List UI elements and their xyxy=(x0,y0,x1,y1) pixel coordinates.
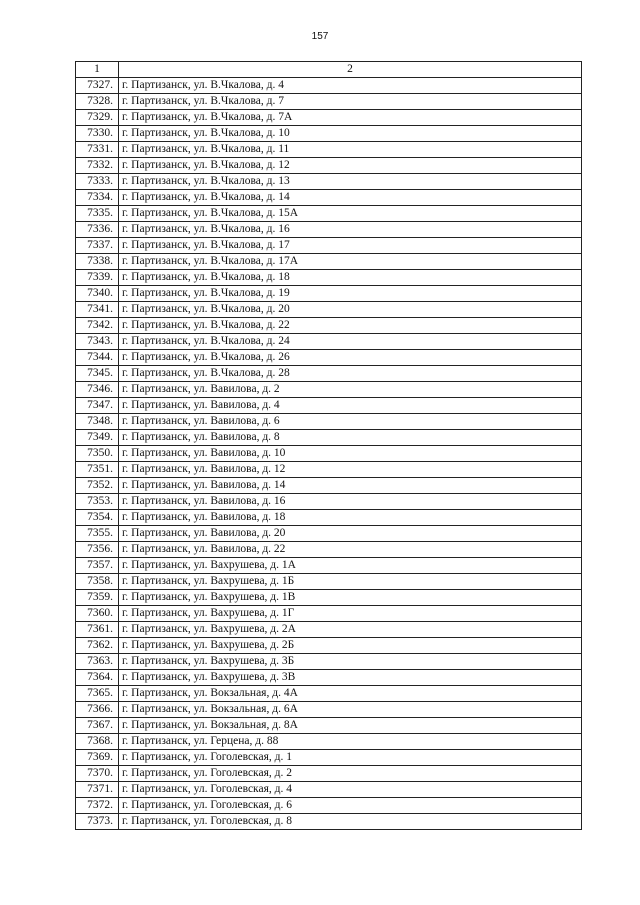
row-number: 7353. xyxy=(76,494,119,510)
row-address: г. Партизанск, ул. Вавилова, д. 14 xyxy=(119,478,582,494)
row-number: 7340. xyxy=(76,286,119,302)
table-row xyxy=(76,670,582,686)
row-number: 7363. xyxy=(76,654,119,670)
row-address: г. Партизанск, ул. Гоголевская, д. 4 xyxy=(119,782,582,798)
row-number: 7367. xyxy=(76,718,119,734)
row-number: 7373. xyxy=(76,814,119,830)
row-number: 7351. xyxy=(76,462,119,478)
page-number: 157 xyxy=(311,31,329,42)
row-address: г. Партизанск, ул. В.Чкалова, д. 17А xyxy=(119,254,582,270)
row-address: г. Партизанск, ул. Вахрушева, д. 2А xyxy=(119,622,582,638)
table-row xyxy=(76,638,582,654)
row-number: 7364. xyxy=(76,670,119,686)
row-address: г. Партизанск, ул. Гоголевская, д. 6 xyxy=(119,798,582,814)
row-address: г. Партизанск, ул. В.Чкалова, д. 16 xyxy=(119,222,582,238)
table-row xyxy=(76,686,582,702)
row-number: 7335. xyxy=(76,206,119,222)
table-row xyxy=(76,334,582,350)
row-number: 7372. xyxy=(76,798,119,814)
row-number: 7358. xyxy=(76,574,119,590)
table-row xyxy=(76,78,582,94)
row-number: 7366. xyxy=(76,702,119,718)
row-address: г. Партизанск, ул. Вокзальная, д. 6А xyxy=(119,702,582,718)
row-number: 7348. xyxy=(76,414,119,430)
row-address: г. Партизанск, ул. Вавилова, д. 12 xyxy=(119,462,582,478)
row-address: г. Партизанск, ул. В.Чкалова, д. 28 xyxy=(119,366,582,382)
row-number: 7369. xyxy=(76,750,119,766)
table-row xyxy=(76,174,582,190)
table-body xyxy=(76,78,582,830)
table-row xyxy=(76,110,582,126)
row-number: 7362. xyxy=(76,638,119,654)
row-address: г. Партизанск, ул. Вокзальная, д. 4А xyxy=(119,686,582,702)
row-address: г. Партизанск, ул. В.Чкалова, д. 11 xyxy=(119,142,582,158)
row-address: г. Партизанск, ул. Вавилова, д. 22 xyxy=(119,542,582,558)
row-address: г. Партизанск, ул. Вавилова, д. 20 xyxy=(119,526,582,542)
row-address: г. Партизанск, ул. Вахрушева, д. 1Б xyxy=(119,574,582,590)
table-row xyxy=(76,542,582,558)
table-row xyxy=(76,318,582,334)
row-address: г. Партизанск, ул. В.Чкалова, д. 18 xyxy=(119,270,582,286)
row-number: 7368. xyxy=(76,734,119,750)
table-row xyxy=(76,158,582,174)
table-row xyxy=(76,814,582,830)
address-table xyxy=(75,61,582,830)
table-row xyxy=(76,270,582,286)
row-number: 7332. xyxy=(76,158,119,174)
row-address: г. Партизанск, ул. Вавилова, д. 10 xyxy=(119,446,582,462)
row-address: г. Партизанск, ул. Вавилова, д. 4 xyxy=(119,398,582,414)
row-address: г. Партизанск, ул. Вахрушева, д. 1А xyxy=(119,558,582,574)
row-number: 7333. xyxy=(76,174,119,190)
row-number: 7342. xyxy=(76,318,119,334)
row-number: 7329. xyxy=(76,110,119,126)
table-row xyxy=(76,622,582,638)
table-row xyxy=(76,734,582,750)
table-row xyxy=(76,190,582,206)
table-row xyxy=(76,718,582,734)
table-row xyxy=(76,382,582,398)
row-number: 7356. xyxy=(76,542,119,558)
row-number: 7337. xyxy=(76,238,119,254)
row-address: г. Партизанск, ул. Вавилова, д. 18 xyxy=(119,510,582,526)
row-address: г. Партизанск, ул. В.Чкалова, д. 12 xyxy=(119,158,582,174)
header-row xyxy=(76,62,582,78)
table-row xyxy=(76,462,582,478)
row-address: г. Партизанск, ул. В.Чкалова, д. 4 xyxy=(119,78,582,94)
table-row xyxy=(76,238,582,254)
row-address: г. Партизанск, ул. В.Чкалова, д. 22 xyxy=(119,318,582,334)
table-row xyxy=(76,286,582,302)
table-row xyxy=(76,478,582,494)
row-number: 7338. xyxy=(76,254,119,270)
table-row xyxy=(76,254,582,270)
table-row xyxy=(76,94,582,110)
row-address: г. Партизанск, ул. В.Чкалова, д. 26 xyxy=(119,350,582,366)
row-number: 7357. xyxy=(76,558,119,574)
row-address: г. Партизанск, ул. Вахрушева, д. 1В xyxy=(119,590,582,606)
column-header-address: 2 xyxy=(119,62,582,78)
row-number: 7327. xyxy=(76,78,119,94)
column-header-number: 1 xyxy=(76,62,119,78)
row-address: г. Партизанск, ул. В.Чкалова, д. 24 xyxy=(119,334,582,350)
row-number: 7339. xyxy=(76,270,119,286)
table-row xyxy=(76,510,582,526)
table-row xyxy=(76,414,582,430)
row-number: 7336. xyxy=(76,222,119,238)
row-address: г. Партизанск, ул. В.Чкалова, д. 15А xyxy=(119,206,582,222)
row-number: 7365. xyxy=(76,686,119,702)
table-row xyxy=(76,222,582,238)
row-number: 7371. xyxy=(76,782,119,798)
table-row xyxy=(76,702,582,718)
table-row xyxy=(76,526,582,542)
table-row xyxy=(76,558,582,574)
row-number: 7328. xyxy=(76,94,119,110)
row-address: г. Партизанск, ул. В.Чкалова, д. 20 xyxy=(119,302,582,318)
row-address: г. Партизанск, ул. Вахрушева, д. 1Г xyxy=(119,606,582,622)
row-address: г. Партизанск, ул. В.Чкалова, д. 10 xyxy=(119,126,582,142)
table-row xyxy=(76,398,582,414)
row-number: 7359. xyxy=(76,590,119,606)
row-number: 7361. xyxy=(76,622,119,638)
row-number: 7330. xyxy=(76,126,119,142)
row-address: г. Партизанск, ул. Вахрушева, д. 2Б xyxy=(119,638,582,654)
table-row xyxy=(76,446,582,462)
row-number: 7347. xyxy=(76,398,119,414)
row-number: 7355. xyxy=(76,526,119,542)
row-number: 7354. xyxy=(76,510,119,526)
row-address: г. Партизанск, ул. В.Чкалова, д. 19 xyxy=(119,286,582,302)
row-number: 7349. xyxy=(76,430,119,446)
row-number: 7370. xyxy=(76,766,119,782)
row-number: 7345. xyxy=(76,366,119,382)
row-address: г. Партизанск, ул. В.Чкалова, д. 7А xyxy=(119,110,582,126)
table-row xyxy=(76,206,582,222)
table-row xyxy=(76,606,582,622)
table-row xyxy=(76,654,582,670)
row-number: 7360. xyxy=(76,606,119,622)
row-number: 7346. xyxy=(76,382,119,398)
table-row xyxy=(76,782,582,798)
table-row xyxy=(76,766,582,782)
table-row xyxy=(76,590,582,606)
row-address: г. Партизанск, ул. Вахрушева, д. 3Б xyxy=(119,654,582,670)
row-address: г. Партизанск, ул. В.Чкалова, д. 7 xyxy=(119,94,582,110)
table-row xyxy=(76,126,582,142)
row-number: 7350. xyxy=(76,446,119,462)
row-number: 7334. xyxy=(76,190,119,206)
row-address: г. Партизанск, ул. Вавилова, д. 8 xyxy=(119,430,582,446)
table-row xyxy=(76,494,582,510)
row-number: 7352. xyxy=(76,478,119,494)
row-address: г. Партизанск, ул. В.Чкалова, д. 14 xyxy=(119,190,582,206)
row-address: г. Партизанск, ул. В.Чкалова, д. 13 xyxy=(119,174,582,190)
row-address: г. Партизанск, ул. Вокзальная, д. 8А xyxy=(119,718,582,734)
row-address: г. Партизанск, ул. Вавилова, д. 2 xyxy=(119,382,582,398)
row-address: г. Партизанск, ул. Вахрушева, д. 3В xyxy=(119,670,582,686)
row-number: 7341. xyxy=(76,302,119,318)
row-address: г. Партизанск, ул. Гоголевская, д. 8 xyxy=(119,814,582,830)
row-address: г. Партизанск, ул. Вавилова, д. 6 xyxy=(119,414,582,430)
row-address: г. Партизанск, ул. Гоголевская, д. 1 xyxy=(119,750,582,766)
table-row xyxy=(76,430,582,446)
table-row xyxy=(76,302,582,318)
table-row xyxy=(76,366,582,382)
row-address: г. Партизанск, ул. В.Чкалова, д. 17 xyxy=(119,238,582,254)
table-row xyxy=(76,350,582,366)
row-address: г. Партизанск, ул. Гоголевская, д. 2 xyxy=(119,766,582,782)
row-number: 7344. xyxy=(76,350,119,366)
row-address: г. Партизанск, ул. Герцена, д. 88 xyxy=(119,734,582,750)
table-row xyxy=(76,750,582,766)
row-address: г. Партизанск, ул. Вавилова, д. 16 xyxy=(119,494,582,510)
row-number: 7343. xyxy=(76,334,119,350)
row-number: 7331. xyxy=(76,142,119,158)
table-row xyxy=(76,142,582,158)
table-row xyxy=(76,798,582,814)
table-row xyxy=(76,574,582,590)
